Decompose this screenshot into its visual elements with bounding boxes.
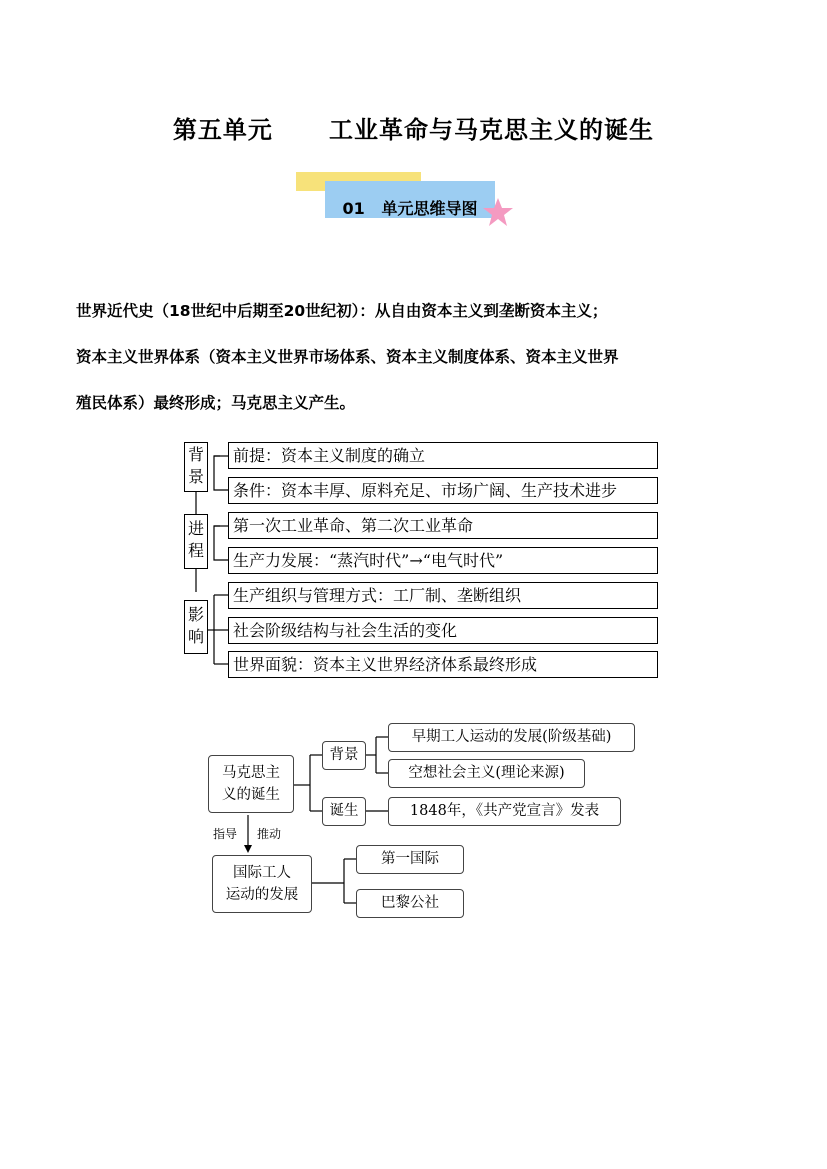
leaf-paris-commune: 巴黎公社 — [356, 889, 464, 918]
group-background — [184, 442, 208, 492]
page-title: 第五单元 工业革命与马克思主义的诞生 — [172, 116, 655, 144]
leaf-early-workers-movement: 早期工人运动的发展(阶级基础) — [388, 723, 635, 752]
intro-line: 资本主义世界体系（资本主义世界市场体系、资本主义制度体系、资本主义世界 — [76, 348, 619, 366]
root-line: 马克思主 — [222, 765, 280, 781]
group-char: 进 — [187, 519, 204, 538]
section-label: 01 单元思维导图 — [342, 199, 478, 218]
intro-line: 殖民体系）最终形成；马克思主义产生。 — [76, 394, 356, 412]
group-char: 背 — [187, 445, 204, 464]
mind-map-row: 条件：资本丰厚、原料充足、市场广阔、生产技术进步 — [228, 477, 658, 504]
group-process — [184, 514, 208, 569]
leaf-first-international: 第一国际 — [356, 845, 464, 874]
intro-paragraph — [76, 288, 776, 426]
intro-line: 世界近代史（18世纪中后期至20世纪初）：从自由资本主义到垄断资本主义； — [76, 302, 608, 320]
mind-map-row: 第一次工业革命、第二次工业革命 — [228, 512, 658, 539]
arrow-label-guide: 指导 — [213, 827, 238, 841]
root-workers-movement — [212, 855, 312, 913]
industrial-revolution-mind-map — [178, 434, 668, 684]
leaf-communist-manifesto: 1848年，《共产党宣言》发表 — [388, 797, 621, 826]
branch-background: 背景 — [322, 741, 366, 770]
group-char: 响 — [187, 627, 204, 646]
leaf-utopian-socialism: 空想社会主义(理论来源) — [388, 759, 585, 788]
root-line: 国际工人 — [233, 865, 291, 881]
group-char: 程 — [187, 541, 204, 560]
marxism-mind-map — [200, 715, 660, 930]
mind-map-row: 生产力发展：“蒸汽时代”→“电气时代” — [228, 547, 658, 574]
root-line: 运动的发展 — [225, 887, 299, 903]
root-line: 义的诞生 — [222, 787, 280, 803]
mind-map-row: 社会阶级结构与社会生活的变化 — [228, 617, 658, 644]
mind-map-row: 前提：资本主义制度的确立 — [228, 442, 658, 469]
mind-map-row: 世界面貌：资本主义世界经济体系最终形成 — [228, 651, 658, 678]
group-impact — [184, 600, 208, 654]
star-icon — [482, 196, 514, 228]
group-char: 景 — [187, 467, 204, 486]
group-char: 影 — [187, 605, 204, 624]
branch-birth: 诞生 — [322, 797, 366, 826]
arrow-label-promote: 推动 — [257, 827, 282, 841]
root-marxism-birth — [208, 755, 294, 813]
mind-map-row: 生产组织与管理方式：工厂制、垄断组织 — [228, 582, 658, 609]
